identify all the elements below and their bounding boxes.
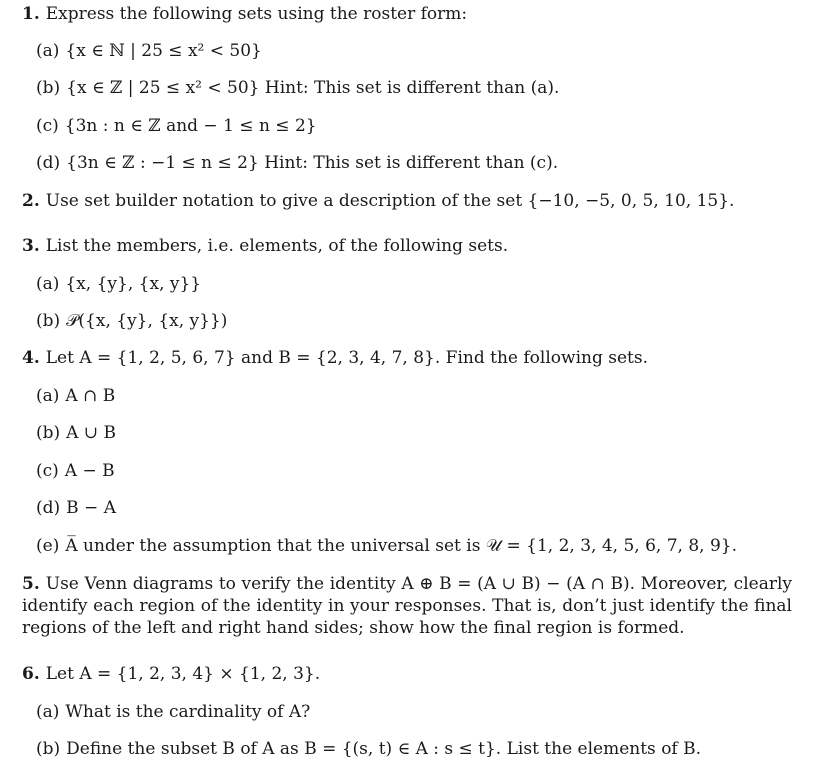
part-label: (b) [36,739,61,759]
question-1-part-a [36,40,262,62]
question-3 [22,235,508,257]
part-text: A ∩ B [65,386,116,406]
part-label: (a) [36,41,60,61]
question-2 [22,190,734,212]
question-4-part-d [36,497,116,519]
question-text: Let A = {1, 2, 3, 4} × {1, 2, 3}. [45,664,321,684]
part-text: A ∪ B [66,423,116,443]
question-number: 5. [22,574,40,594]
part-label: (b) [36,423,61,443]
question-6-part-b [36,738,701,760]
question-4-part-a [36,385,115,407]
part-text: {3n : n ∈ ℤ and − 1 ≤ n ≤ 2} [64,116,317,136]
question-6-part-a [36,701,310,723]
question-5 [22,573,792,639]
question-number: 4. [22,348,40,368]
question-1-part-b [36,77,559,99]
question-6 [22,663,320,685]
question-1-part-d [36,152,558,174]
question-4 [22,347,648,369]
part-text: {x ∈ ℤ | 25 ≤ x² < 50} Hint: This set is different than (a). [66,78,560,98]
part-label: (c) [36,461,59,481]
part-label: (d) [36,153,61,173]
question-1 [22,3,467,25]
part-label: (a) [36,386,60,406]
question-4-part-e [36,535,737,557]
part-label: (e) [36,536,60,556]
question-text: Express the following sets using the roster form: [45,4,468,24]
question-number: 1. [22,4,40,24]
part-label: (d) [36,498,61,518]
question-number: 2. [22,191,40,211]
part-text: {x, {y}, {x, y}} [65,274,202,294]
question-number: 3. [22,236,40,256]
part-text: {x ∈ ℕ | 25 ≤ x² < 50} [65,41,262,61]
part-text: A − B [64,461,115,481]
part-label: (a) [36,274,60,294]
part-label: (b) [36,78,61,98]
part-text: Define the subset B of A as B = {(s, t) ∈ A : s ≤ t}. List the elements of B. [66,739,702,759]
question-3-part-b [36,310,227,332]
part-text: A̅ under the assumption that the universal set is 𝒰 = {1, 2, 3, 4, 5, 6, 7, 8, 9}. [65,536,738,556]
question-text: Use Venn diagrams to verify the identity A ⊕ B = (A ∪ B) − (A ∩ B). Moreover, clearly identify each region of the identity in your responses. That is, don’t just identify the final regions of the left and right hand sides; show how the final region is formed. [22,574,792,638]
question-1-part-c [36,115,317,137]
question-4-part-c [36,460,115,482]
part-label: (c) [36,116,59,136]
part-text: B − A [66,498,116,518]
part-label: (b) [36,311,61,331]
question-text: Use set builder notation to give a description of the set {−10, −5, 0, 5, 10, 15}. [45,191,735,211]
part-label: (a) [36,702,60,722]
question-number: 6. [22,664,40,684]
question-4-part-b [36,422,116,444]
question-3-part-a [36,273,201,295]
part-text: What is the cardinality of A? [65,702,311,722]
question-text: List the members, i.e. elements, of the following sets. [45,236,509,256]
part-text: {3n ∈ ℤ : −1 ≤ n ≤ 2} Hint: This set is different than (c). [66,153,559,173]
question-text: Let A = {1, 2, 5, 6, 7} and B = {2, 3, 4, 7, 8}. Find the following sets. [45,348,648,368]
part-text: 𝒫({x, {y}, {x, y}}) [66,311,228,331]
